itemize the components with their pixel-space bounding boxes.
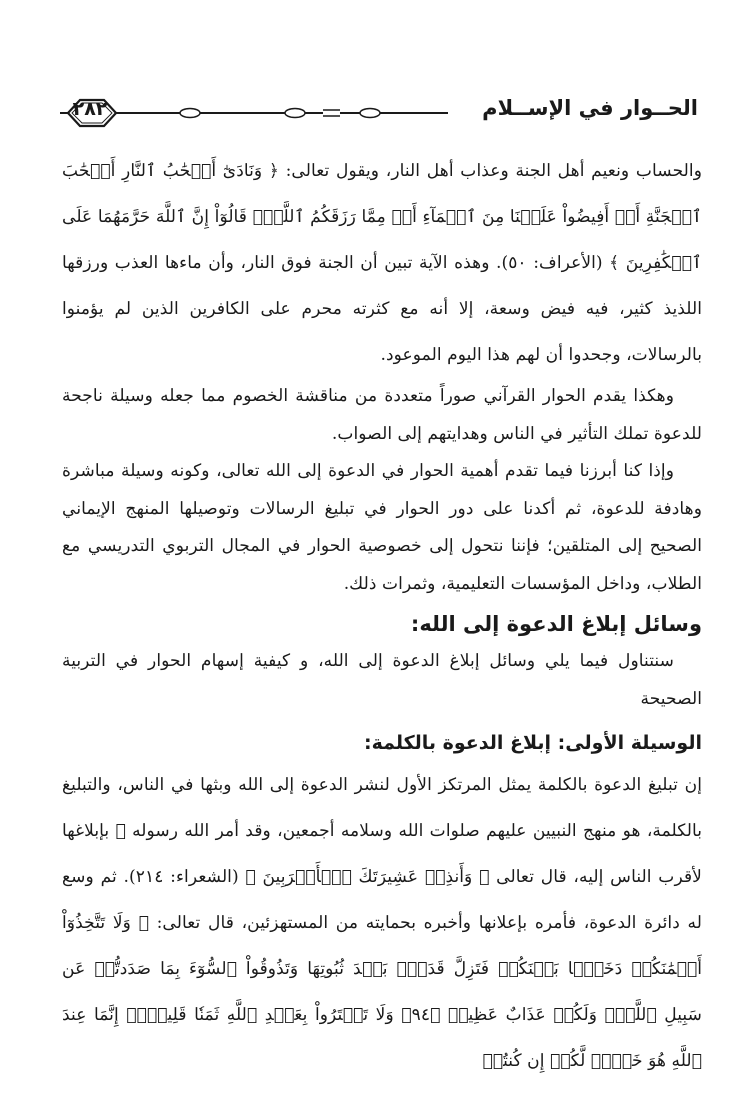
body-paragraph: إن تبليغ الدعوة بالكلمة يمثل المرتكز الأول لنشر الدعوة إلى الله وبثها في الناس، والتبليغ بالكلمة، هو منهج النبيين عليهم صلوات الله وسلامه أجمعين، وقد أمر الله رسوله ﷺ بإبلاغها لأقرب الناس إليه، قال تعالى ﴿ وَأَنذِرۡ عَشِيرَتَكَ ٱلۡأَقۡرَبِينَ ﴾ (الشعراء: ٢١٤). ثم وسع له دائرة الدعوة، فأمره بإعلانها وأخبره بحمايته من المستهزئين، قال تعالى: ﴿ وَلَا تَتَّخِذُوٓاْ أَيۡمَٰنَكُمۡ دَخَلَۢا بَيۡنَكُمۡ فَتَزِلَّ قَدَمُۢ بَعۡدَ ثُبُوتِهَا وَتَذُوقُواْ ٱلسُّوٓءَ بِمَا صَدَدتُّمۡ عَن سَبِيلِ ٱللَّهِۖ وَلَكُمۡ عَذَابٌ عَظِيمٞ ﴿٩٤﴾ وَلَا تَشۡتَرُواْ بِعَهۡدِ ٱللَّهِ ثَمَنٗا قَلِيلًاۚ إِنَّمَا عِندَ ٱللَّهِ هُوَ خَيۡرٞ لَّكُمۡ إِن كُنتُمۡ — [62, 775, 702, 1071]
page-header — [60, 92, 698, 134]
section-heading: وسائل إبلاغ الدعوة إلى الله: — [410, 612, 702, 636]
running-title: الحــوار في الإســلام — [482, 96, 698, 120]
body-paragraph: وإذا كنا أبرزنا فيما تقدم أهمية الحوار في الدعوة إلى الله تعالى، وكونه وسيلة مباشرة وهادفة للدعوة، ثم أكدنا على دور الحوار في تبليغ الرسالات وتوصيلها المنهج الإيماني الصحيح إلى المتلقين؛ فإننا نتحول إلى خصوصية الحوار في المجال التربوي التدريسي مع الطلاب، وداخل المؤسسات التعليمية، وثمرات ذلك. — [62, 461, 702, 594]
body-paragraph: وهكذا يقدم الحوار القرآني صوراً متعددة من مناقشة الخصوم مما جعله وسيلة ناجحة للدعوة تملك التأثير في الناس وهدايتهم إلى الصواب. — [62, 386, 702, 444]
page-body — [62, 148, 702, 1084]
body-paragraph: والحساب ونعيم أهل الجنة وعذاب أهل النار، ويقول تعالى: ﴿ وَنَادَىٰٓ أَصۡحَٰبُ ٱلنَّارِ أَصۡحَٰبَ ٱلۡجَنَّةِ أَنۡ أَفِيضُواْ عَلَيۡنَا مِنَ ٱلۡمَآءِ أَوۡ مِمَّا رَزَقَكُمُ ٱللَّهُۚ قَالُوٓاْ إِنَّ ٱللَّهَ حَرَّمَهُمَا عَلَى ٱلۡكَٰفِرِينَ ﴾ (الأعراف: ٥٠). وهذه الآية تبين أن الجنة فوق النار، وأن ماءها العذب ورزقها اللذيذ كثير، فيه فيض وسعة، إلا أنه مع كثرته محرم على الكافرين الذين لم يؤمنوا بالرسالات، وجحدوا أن لهم هذا اليوم الموعود. — [62, 161, 702, 365]
page-number: ٢٨٢ — [72, 98, 108, 120]
body-paragraph: سنتناول فيما يلي وسائل إبلاغ الدعوة إلى الله، و كيفية إسهام الحوار في التربية الصحيحة — [62, 651, 702, 709]
subsection-heading: الوسيلة الأولى: إبلاغ الدعوة بالكلمة: — [363, 732, 702, 754]
